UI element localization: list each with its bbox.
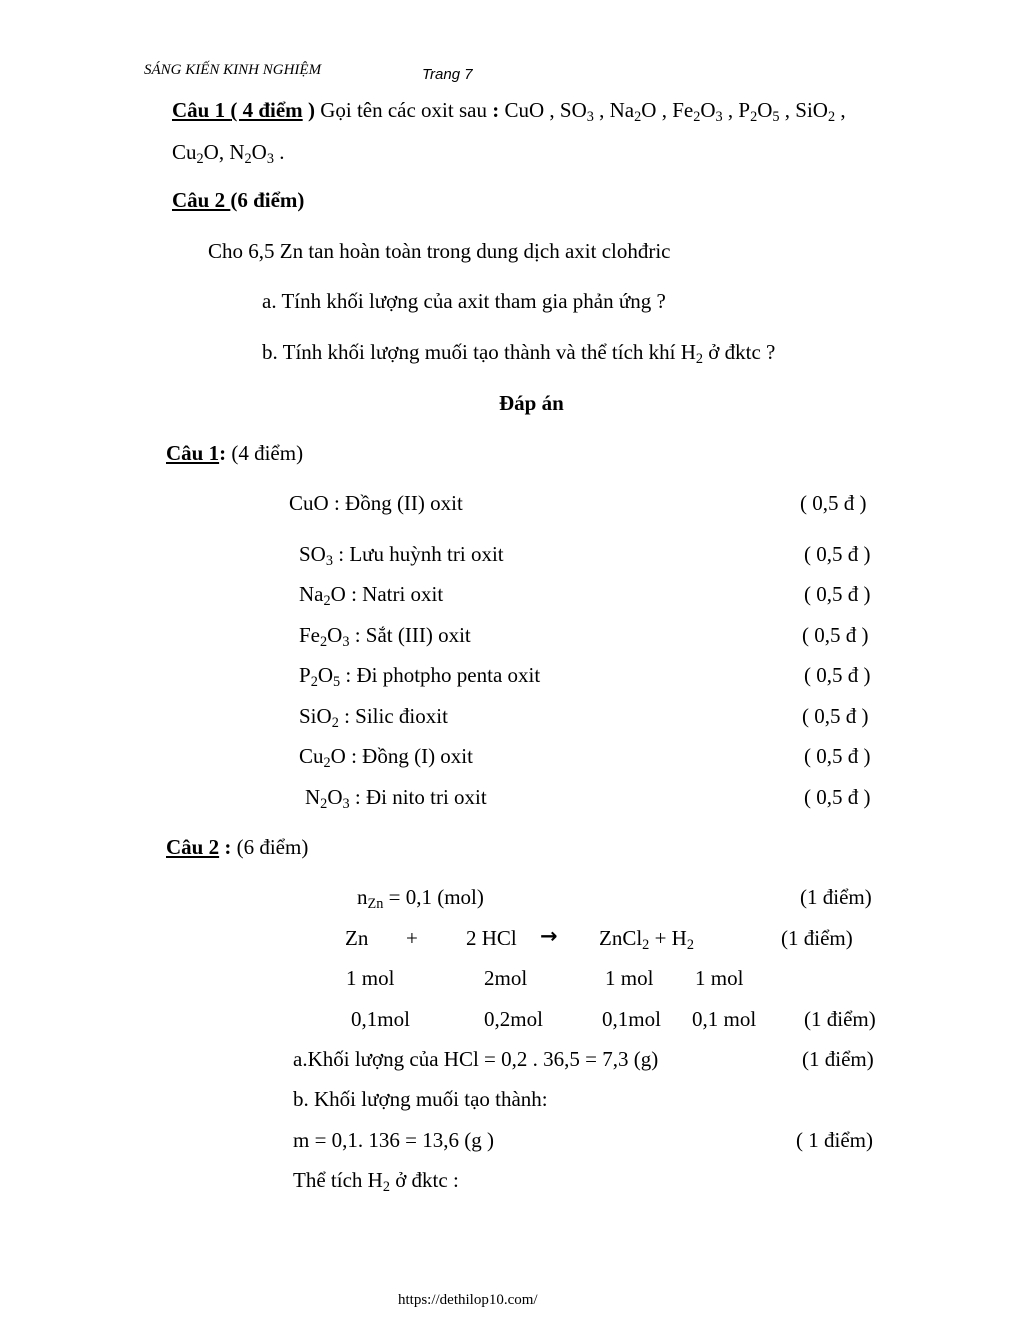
- mol-ratio: 1 mol: [695, 966, 744, 990]
- mol-ratio: 2mol: [484, 966, 528, 990]
- salt-mass: m = 0,1. 136 = 13,6 (g ): [293, 1128, 495, 1152]
- answer-title: Đáp án: [499, 391, 564, 415]
- answer-2-heading: Câu 2 : (6 điểm): [166, 835, 309, 859]
- answer-1-score: ( 0,5 đ ): [800, 491, 867, 515]
- salt-mass-score: ( 1 điểm): [796, 1128, 873, 1152]
- answer-1-score: ( 0,5 đ ): [804, 542, 871, 566]
- answer-1-row: SiO$_2$ : Silic đioxit: [299, 704, 448, 731]
- answer-1-row: $N_2O_3$ : Đi nito tri oxit: [305, 785, 487, 812]
- equation-plus: +: [406, 926, 418, 950]
- answer-1-score: ( 0,5 đ ): [802, 623, 869, 647]
- answer-1-score: ( 0,5 đ ): [804, 744, 871, 768]
- mol-ratio: 1 mol: [605, 966, 654, 990]
- answer-1-heading: Câu 1: (4 điểm): [166, 441, 304, 465]
- equation-zn: Zn: [345, 926, 369, 950]
- arrow-right-icon: →: [540, 924, 558, 948]
- question-1-points: ( 4 điểm: [230, 98, 303, 122]
- question-2-part-a: a. Tính khối lượng của axit tham gia phản ứng ?: [262, 289, 666, 313]
- answer-1-row: $Na_2O$ : Natri oxit: [299, 582, 444, 609]
- answer-1-row: CuO : Đồng (II) oxit: [289, 491, 463, 515]
- mol-amount: 0,1mol: [351, 1007, 410, 1031]
- moles-zn-score: (1 điểm): [800, 885, 872, 909]
- gas-volume: Thể tích $H_2$ ở đktc :: [293, 1168, 459, 1195]
- answer-1-row: $P_2O_5$ : Đi photpho penta oxit: [299, 663, 541, 690]
- answer-1-row: $Fe_2O_3$ : Sắt (III) oxit: [299, 623, 471, 650]
- question-2-part-b: b. Tính khối lượng muối tạo thành và thể tích khí $H_2$ ở đktc ?: [262, 340, 776, 367]
- page-number: Trang 7: [422, 66, 473, 83]
- footer-url[interactable]: https://dethilop10.com/: [398, 1292, 538, 1308]
- equation-hcl: 2 HCl: [466, 926, 517, 950]
- question-1-label: Câu 1: [172, 98, 231, 122]
- mol-amount: 0,1mol: [602, 1007, 661, 1031]
- answer-1-row: $Cu_2O$ : Đồng (I) oxit: [299, 744, 473, 771]
- answer-1-score: ( 0,5 đ ): [802, 704, 869, 728]
- answer-1-row: $SO_3$ : Lưu huỳnh tri oxit: [299, 542, 504, 569]
- answer-2-part-a-score: (1 điểm): [802, 1047, 874, 1071]
- answer-2-part-b: b. Khối lượng muối tạo thành:: [293, 1087, 548, 1111]
- question-2-intro: Cho 6,5 Zn tan hoàn toàn trong dung dịch axit clohđric: [208, 239, 671, 263]
- mol-amount: 0,2mol: [484, 1007, 543, 1031]
- mol-amount: 0,1 mol: [692, 1007, 757, 1031]
- answer-1-score: ( 0,5 đ ): [804, 663, 871, 687]
- answer-1-score: ( 0,5 đ ): [804, 785, 871, 809]
- question-1-line-2: $Cu_2O$, $N_2O_3$ .: [172, 140, 285, 167]
- header-title: SÁNG KIẾN KINH NGHIỆM: [144, 62, 322, 78]
- equation-score: (1 điểm): [781, 926, 853, 950]
- equation-products: ZnCl$_2$ + $H_2$: [599, 926, 694, 953]
- moles-zn: $n_{Zn} = 0,1$ (mol): [357, 885, 484, 912]
- answer-2-part-a: a.Khối lượng của HCl = 0,2 . 36,5 = 7,3 (g): [293, 1047, 659, 1071]
- question-2-heading: Câu 2 (6 điểm): [172, 188, 305, 212]
- question-1: Câu 1 ( 4 điểm ) Gọi tên các oxit sau : CuO , $SO_3$ , $Na_2O$ , $Fe_2O_3$ , $P_2O_5$ , SiO$_2$ ,: [172, 98, 846, 125]
- mol-amount-score: (1 điểm): [804, 1007, 876, 1031]
- mol-ratio: 1 mol: [346, 966, 395, 990]
- answer-1-score: ( 0,5 đ ): [804, 582, 871, 606]
